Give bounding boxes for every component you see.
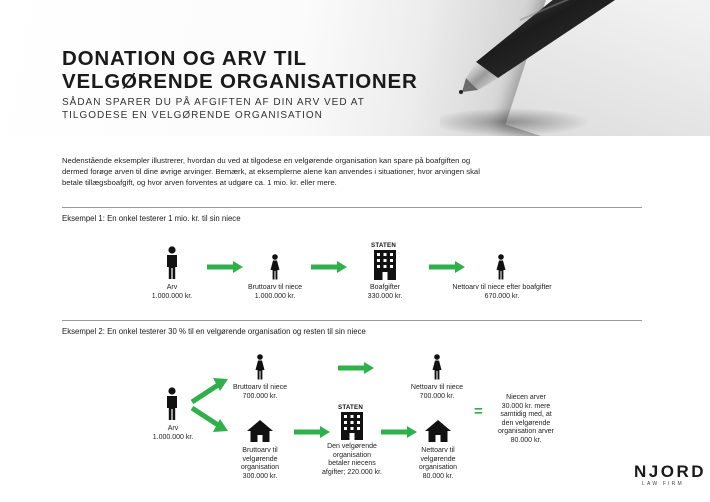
building-icon: [374, 250, 396, 280]
ex1-state-label: STATEN: [371, 242, 397, 249]
ex1-brutto-label: Bruttoarv til niece 1.000.000 kr.: [247, 284, 303, 300]
woman-icon: [254, 354, 266, 380]
page-title: DONATION OG ARV TIL VELGØRENDE ORGANISATIONER: [62, 47, 418, 93]
njord-logo: NJORD: [634, 462, 707, 481]
green-arrow-icon: [311, 261, 347, 273]
green-arrow-icon: [207, 261, 243, 273]
example1-title: Eksempel 1: En onkel testerer 1 mio. kr. til sin niece: [62, 214, 241, 223]
equals-sign: =: [474, 403, 483, 420]
example2-title: Eksempel 2: En onkel testerer 30 % til en velgørende organisation og resten til sin niece: [62, 327, 366, 336]
ex2-netto-niece-label: Nettoarv til niece 700.000 kr.: [410, 384, 464, 400]
green-arrow-down-icon: [190, 406, 228, 432]
page-subtitle: SÅDAN SPARER DU PÅ AFGIFTEN AF DIN ARV VED AT TILGODESE EN VELGØRENDE ORGANISATION: [62, 97, 365, 121]
ex1-tax-label: Boafgifter 330.000 kr.: [367, 284, 403, 300]
intro-paragraph: Nedenstående eksempler illustrerer, hvordan du ved at tilgodese en velgørende organisation kan spare på boafgiften og dermed forøge arven til dine øvrige arvinger. Bemærk, at eksemplerne alene kan anvendes i situationer, hvor arvingen skal betale tillægsboafgift, og hvor arven forventes at udgøre ca. 1 mio. kr. eller mere.: [62, 156, 480, 187]
ex2-arv-label: Arv 1.000.000 kr.: [152, 425, 194, 441]
ex2-state-label: STATEN: [338, 404, 364, 411]
woman-icon: [495, 254, 507, 280]
green-arrow-icon: [294, 426, 330, 438]
ex2-brutto-niece-label: Bruttoarv til niece 700.000 kr.: [232, 384, 288, 400]
house-icon: [425, 420, 451, 442]
divider-example2: [62, 320, 642, 321]
ex2-org-tax-label: Den velgørende organisation betaler niecens afgifter; 220.000 kr.: [322, 443, 382, 476]
green-arrow-icon: [338, 362, 374, 374]
green-arrow-icon: [381, 426, 417, 438]
header-banner: [0, 0, 710, 136]
divider-example1: [62, 207, 642, 208]
woman-icon: [431, 354, 443, 380]
ex2-result-label: Niecen arver 30.000 kr. mere samtidig med, at den velgørende organisation arver 80.000 kr.: [497, 394, 555, 444]
pen-icon: [440, 0, 710, 136]
woman-icon: [269, 254, 281, 280]
ex1-arv-label: Arv 1.000.000 kr.: [151, 284, 193, 300]
ex2-brutto-org-label: Bruttoarv til velgørende organisation 300.000 kr.: [240, 447, 280, 480]
house-icon: [247, 420, 273, 442]
green-arrow-icon: [429, 261, 465, 273]
building-icon: [341, 412, 363, 440]
man-icon: [164, 246, 180, 280]
ex2-netto-org-label: Nettoarv til velgørende organisation 80.000 kr.: [418, 447, 458, 480]
man-icon: [164, 387, 180, 421]
logo-subtitle: LAW FIRM: [642, 481, 684, 487]
ex1-netto-label: Nettoarv til niece efter boafgifter 670.000 kr.: [452, 284, 552, 300]
